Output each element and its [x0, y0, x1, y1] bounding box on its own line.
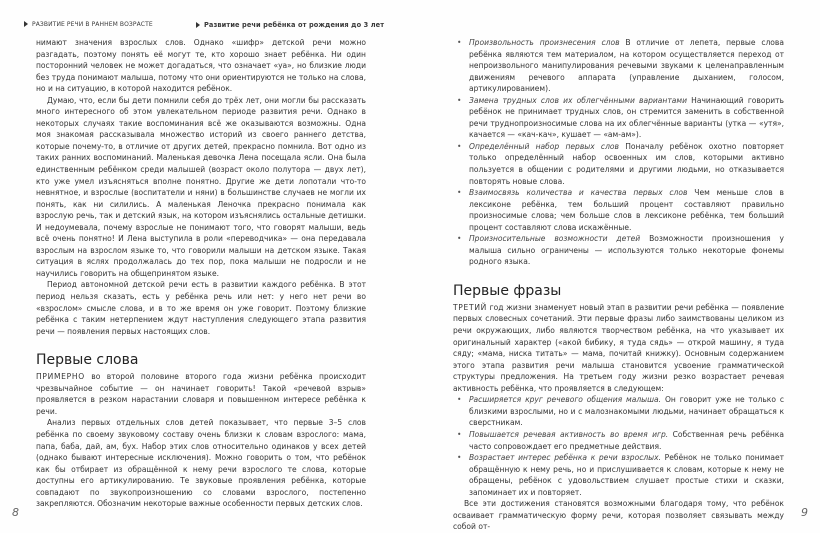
feature-term: Произносительные возможности детей	[469, 234, 641, 244]
speech-activity-list	[453, 394, 784, 498]
page-number: 9	[801, 506, 808, 519]
list-item	[453, 233, 784, 268]
feature-term: Произвольность произнесения слов	[469, 38, 620, 47]
paragraph: Все эти достижения становятся возможными благодаря тому, что ребёнок осваивает грамматическую форму речи, которая позволяет связывать между собой от-	[453, 499, 784, 532]
feature-text: Начинающий говорить ребёнок не принимает трудных слов, он стремится заменить в собственной речи труднопроизносимые слова на их облегчённые варианты (утка — «утя», качается — «кач-кач», кушает — «ам-ам»).	[469, 95, 785, 140]
running-head-text: РАЗВИТИЕ РЕЧИ В РАННЕМ ВОЗРАСТЕ	[32, 21, 153, 28]
feature-term: Замена трудных слов их облегчёнными вариантами	[469, 95, 687, 105]
lead-word: ПРИМЕРНО	[36, 372, 85, 382]
triangle-marker-icon	[196, 22, 200, 28]
feature-text: Возможности произношения у малыша сильно ограничены — используются только некоторые фонемы родного языка.	[469, 234, 784, 267]
right-body-text	[453, 37, 784, 533]
activity-text: Ребёнок не только понимает обращённую к нему речь, но и прислушивается к словам, которые к нему не обращены, ребёнок с удовольствием слушает простые стихи и сказки, запоминает их и повторяет.	[469, 453, 784, 497]
page-number: 8	[12, 506, 19, 519]
lead-word: ТРЕТИЙ	[453, 302, 488, 312]
section-heading-first-phrases: Первые фразы	[453, 282, 562, 299]
lead-text: год жизни знаменует новый этап в развитии речи ребёнка — появление первых словесных сочетаний. Эти первые фразы либо заимствованы целиком из речи окружающих, либо являются творчеством ребёнка, на что указывает их оригинальный характер («акой бибику, я туда сядь» — открой машину, я туда сяду; «мама, ниска титать» — мама, почитай книжку). Основным содержанием этого этапа развития речи малыша становится усвоение грамматической структуры предложения. На третьем году жизни резко возрастает речевая активность ребёнка, что проявляется в следующем:	[453, 302, 784, 393]
activity-term: Повышается речевая активность во время игр.	[469, 429, 669, 439]
left-body-text	[36, 37, 366, 510]
list-item	[453, 452, 784, 498]
list-item	[453, 141, 784, 187]
section-heading-first-words: Первые слова	[36, 352, 139, 369]
running-head-section	[24, 21, 153, 28]
chapter-head-text: Развитие речи ребёнка от рождения до 3 лет	[204, 21, 385, 29]
feature-text: Поначалу ребёнок охотно повторяет только определённый набор освоенных им слов, которыми активно пользуется в общении с родителями и другими людьми, но отказывается повторять новые слова.	[469, 141, 784, 186]
list-item	[453, 187, 784, 233]
list-item	[453, 394, 784, 429]
list-item	[453, 95, 784, 141]
triangle-marker-icon	[24, 21, 28, 27]
paragraph: Период автономной детской речи есть в развитии каждого ребёнка. В этот период нельзя сказать, есть у ребёнка речь или нет: у него нет речи во «взрослом» смысле слова, и в то же время он уже говорит. Поэтому близкие ребёнка с таким нетерпением ждут наступления следующего этапа развития речи — появления первых настоящих слов.	[36, 280, 366, 336]
feature-term: Взаимосвязь количества и качества первых слов	[469, 188, 688, 198]
activity-term: Возрастает интерес ребёнка к речи взрослых.	[469, 453, 662, 463]
paragraph: нимают значения взрослых слов. Однако «шифр» детской речи можно разгадать, поэтому понять её могут те, кто хорошо знает ребёнка. Ни один посторонний человек не может догадаться, что означает «уа», но близкие люди без труда понимают малыша, потому что они ориентируются не только на слова, но и на ситуацию, в которой находится ребёнок.	[36, 38, 366, 94]
list-item	[453, 37, 784, 95]
right-page	[410, 0, 820, 531]
left-page	[0, 0, 410, 531]
paragraph: Анализ первых отдельных слов детей показывает, что первые 3–5 слов ребёнка по своему звуковому составу очень близки к словам взрослого: мама, папа, баба, дай, ам, бух. Набор этих слов относительно одинаков у всех детей (однако бывают интересные исключения). Можно говорить о том, что ребёнок как бы отбирает из обращённой к нему речи взрослого те слова, которые доступны его артикулированию. Те звуковые проявления ребёнка, которые совпадают по звукопроизношению со словами взрослого, постепенно закрепляются. Обозначим некоторые важные особенности первых детских слов.	[36, 418, 366, 509]
section-lead-paragraph	[453, 302, 784, 394]
activity-text: Он говорит уже не только с близкими взрослыми, но и с малознакомыми людьми, начинает обращаться к сверстникам.	[469, 395, 785, 428]
feature-text: Чем меньше слов в лексиконе ребёнка, тем больший процент составляют правильно произносимые слова; чем больше слов в лексиконе ребёнка, тем больший процент составляют слова искажённые.	[469, 188, 784, 232]
paragraph: Думаю, что, если бы дети помнили себя до трёх лет, они могли бы рассказать много интересного об этом увлекательном периоде развития речи. Однако в некоторых случаях такие воспоминания всё же оказываются возможны. Одна моя знакомая рассказывала множество историй из своего раннего детства, которые почему-то, в отличие от других детей, прекрасно помнила. Вот одно из таких ранних воспоминаний. Маленькая девочка Лена посещала ясли. Она была единственным ребёнком среди малышей (возраст около полутора — двух лет), кто уже умел изъясняться вполне понятно. Другие же дети лопотали что-то невнятное, и взрослые (воспитатели и няни) в большинстве случаев не могли их понять, как ни силились. А маленькая Леночка прекрасно понимала как взрослую речь, так и детский язык, на котором изъяснялись остальные детишки. И недоумевала, почему взрослые не понимают того, что говорят малыши, ведь всё очень понятно! И Лена выступила в роли «переводчика» — она передавала взрослым на взрослом языке то, что говорили малыши на детском языке. Такая ситуация в яслях продолжалась до тех пор, пока малыши не подросли и не научились говорить на общепринятом языке.	[36, 95, 366, 278]
activity-text: Собственная речь ребёнка часто сопровождает его предметные действия.	[469, 429, 784, 451]
running-head-chapter	[196, 21, 384, 29]
feature-text: В отличие от лепета, первые слова ребёнка являются тем материалом, на котором осуществляется переход от непроизвольного манипулирования речевыми звуками к целенаправленным движениям речевого аппарата (управление дыханием, голосом, артикулированием).	[469, 38, 784, 94]
activity-term: Расширяется круг речевого общения малыша.	[469, 395, 662, 405]
lead-text: во второй половине второго года жизни ребёнка происходит чрезвычайное событие — он начинает говорить! Такой «речевой взрыв» проявляется в резком нарастании словаря и повышенном интересе ребёнка к речи.	[36, 372, 366, 416]
section-lead-paragraph	[36, 371, 366, 417]
first-words-features-list	[453, 37, 784, 268]
list-item	[453, 429, 784, 452]
feature-term: Определённый набор первых слов	[469, 141, 619, 151]
